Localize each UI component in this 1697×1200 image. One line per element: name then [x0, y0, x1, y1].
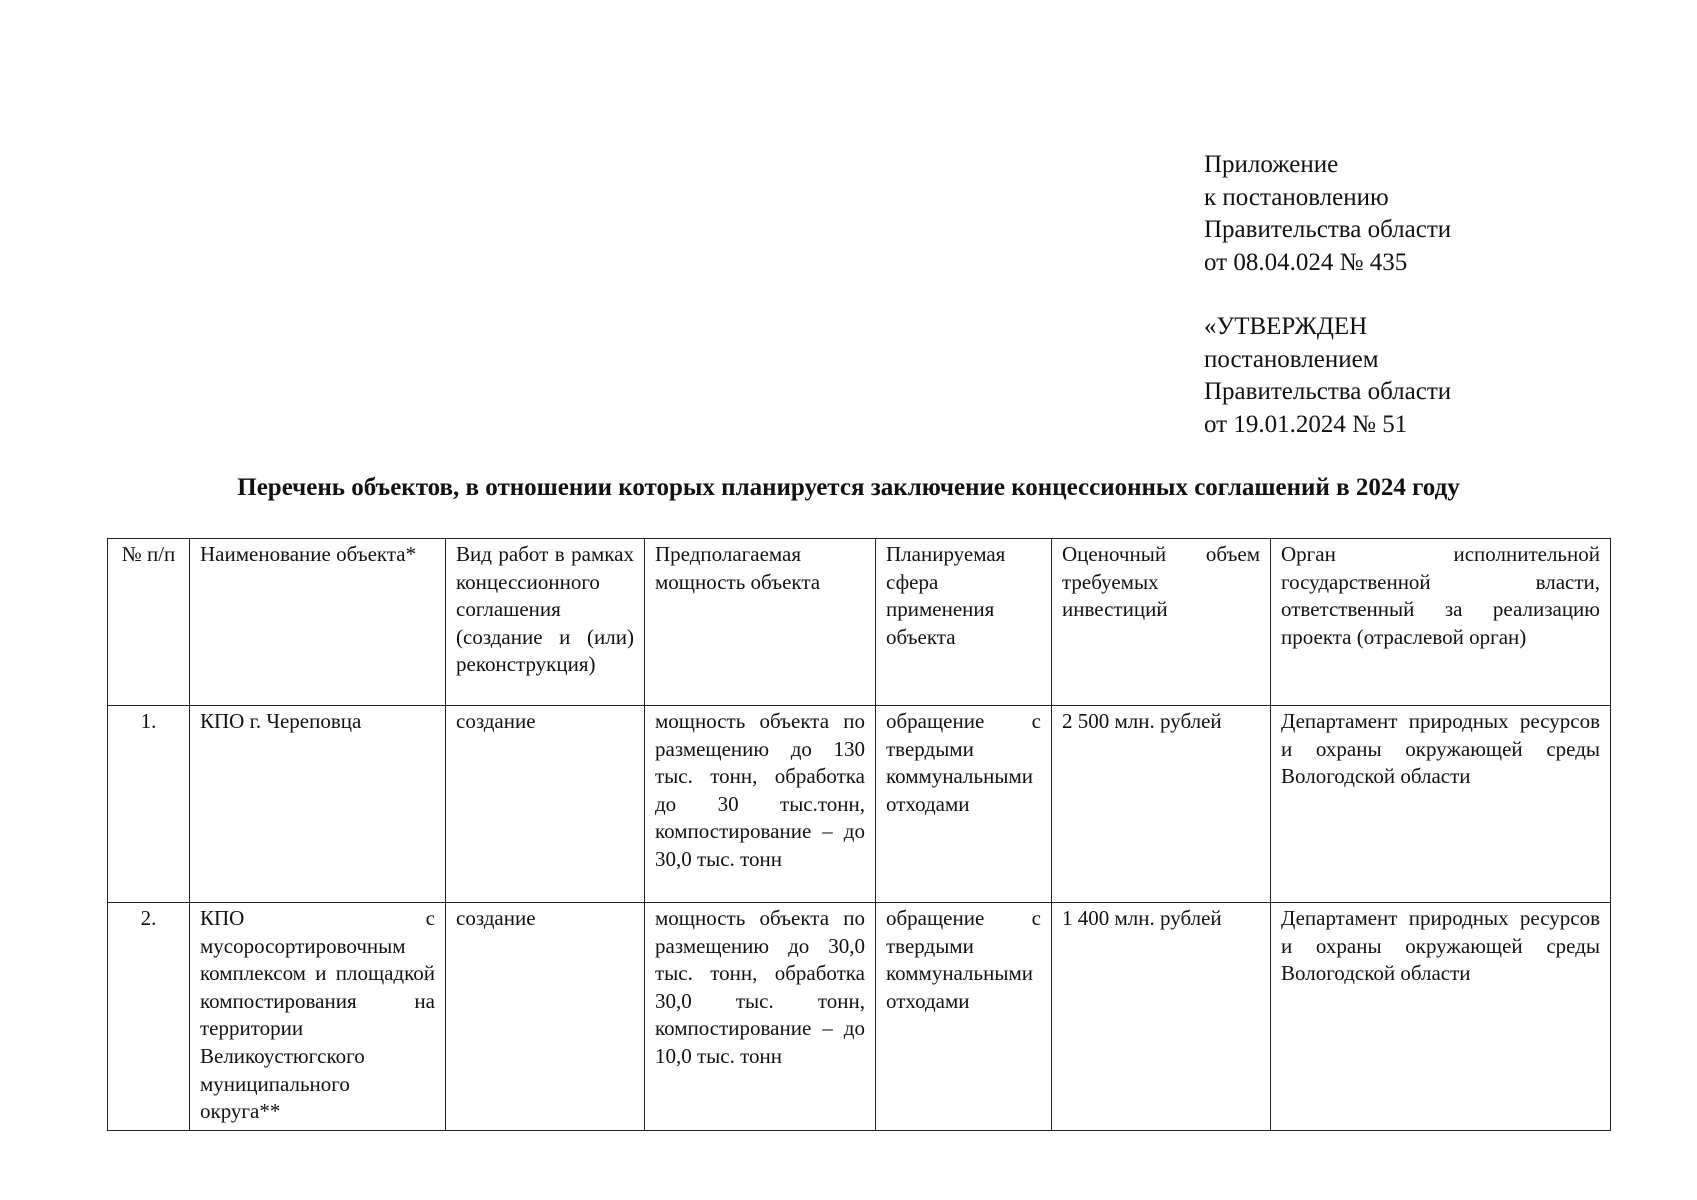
table-row: [108, 903, 1611, 1131]
header-cell-capacity: Предполагаемая мощность объекта: [645, 539, 876, 706]
appendix-line: Приложение: [1204, 151, 1339, 178]
header-cell-work-type: Вид работ в рамках концессионного соглашения (создание и (или) реконструкция): [446, 539, 645, 706]
cell-work-type: создание: [446, 706, 645, 903]
header-cell-sphere: Планируемая сфера применения объекта: [876, 539, 1052, 706]
cell-sphere: обращение с твердыми коммунальными отходами: [876, 903, 1052, 1131]
document-title: Перечень объектов, в отношении которых планируется заключение концессионных соглашений в 2024 году: [237, 474, 1460, 501]
cell-authority: Департамент природных ресурсов и охраны окружающей среды Вологодской области: [1271, 903, 1611, 1131]
objects-table: [107, 538, 1611, 1131]
approved-line: «УТВЕРЖДЕН: [1204, 313, 1368, 340]
cell-number: 2.: [108, 903, 190, 1131]
header-cell-name: Наименование объекта*: [190, 539, 446, 706]
header-cell-number: № п/п: [108, 539, 190, 706]
cell-capacity: мощность объекта по размещению до 130 тыс. тонн, обработка до 30 тыс.тонн, компостирование – до 30,0 тыс. тонн: [645, 706, 876, 903]
appendix-block: [1204, 149, 1451, 279]
cell-name: КПО с мусоросортировочным комплексом и площадкой компостирования на территории Великоустюгского муниципального округа**: [190, 903, 446, 1131]
table-header-row: [108, 539, 1611, 706]
header-cell-authority: Орган исполнительной государственной власти, ответственный за реализацию проекта (отраслевой орган): [1271, 539, 1611, 706]
approved-block: [1204, 311, 1451, 441]
cell-number: 1.: [108, 706, 190, 903]
appendix-line: от 08.04.024 № 435: [1204, 248, 1408, 276]
header-cell-investment: Оценочный объем требуемых инвестиций: [1052, 539, 1271, 706]
cell-capacity: мощность объекта по размещению до 30,0 тыс. тонн, обработка 30,0 тыс. тонн, компостирование – до 10,0 тыс. тонн: [645, 903, 876, 1131]
table-row: [108, 706, 1611, 903]
cell-investment: 2 500 млн. рублей: [1052, 706, 1271, 903]
cell-investment: 1 400 млн. рублей: [1052, 903, 1271, 1131]
approved-line: от 19.01.2024 № 51: [1204, 410, 1408, 438]
cell-name: КПО г. Череповца: [190, 706, 446, 903]
approved-line: постановлением: [1204, 345, 1379, 373]
appendix-line: Правительства области: [1204, 216, 1452, 243]
cell-authority: Департамент природных ресурсов и охраны окружающей среды Вологодской области: [1271, 706, 1611, 903]
approved-line: Правительства области: [1204, 378, 1452, 405]
appendix-line: к постановлению: [1204, 183, 1389, 211]
cell-work-type: создание: [446, 903, 645, 1131]
cell-sphere: обращение с твердыми коммунальными отходами: [876, 706, 1052, 903]
